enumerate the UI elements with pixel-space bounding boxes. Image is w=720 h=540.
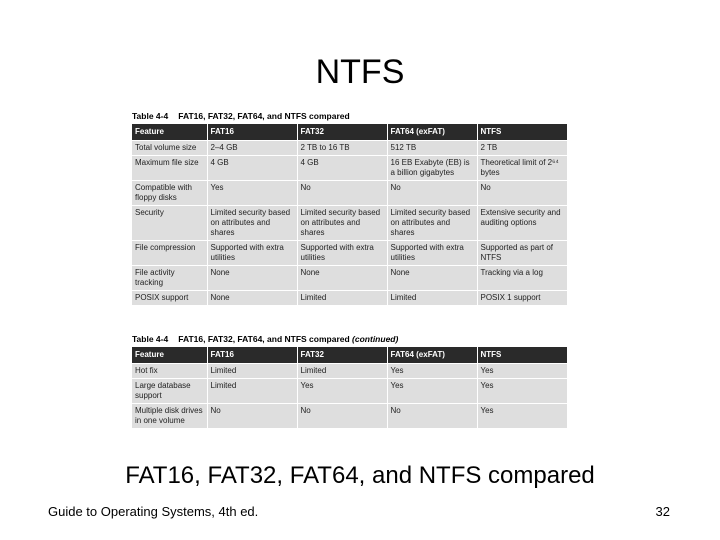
table-row	[132, 181, 567, 206]
table-caption-continued	[132, 333, 567, 347]
table-row	[132, 141, 567, 156]
table-cell: 2–4 GB	[207, 141, 297, 156]
table-cell: Hot fix	[132, 364, 207, 379]
table-cell: Supported with extra utilities	[207, 241, 297, 266]
table-cell: None	[387, 266, 477, 291]
table-cell: 2 TB to 16 TB	[297, 141, 387, 156]
table-cell: Limited	[207, 364, 297, 379]
table-cell: 2 TB	[477, 141, 567, 156]
footer-book-title: Guide to Operating Systems, 4th ed.	[48, 504, 259, 519]
table-cell: POSIX 1 support	[477, 291, 567, 306]
table-cell: Limited	[297, 291, 387, 306]
column-header: FAT16	[207, 347, 297, 364]
table-cell: 16 EB Exabyte (EB) is a billion gigabytes	[387, 156, 477, 181]
table-cell: Yes	[207, 181, 297, 206]
comparison-table	[132, 124, 567, 305]
table-cell: Security	[132, 206, 207, 241]
table-cell: Yes	[387, 379, 477, 404]
slide-caption: FAT16, FAT32, FAT64, and NTFS compared	[125, 462, 595, 489]
table-cell: Total volume size	[132, 141, 207, 156]
table-row	[132, 241, 567, 266]
table-number: Table 4-4	[132, 111, 169, 121]
column-header: FAT32	[297, 347, 387, 364]
table-cell: POSIX support	[132, 291, 207, 306]
table-cell: 4 GB	[207, 156, 297, 181]
table-cell: Maximum file size	[132, 156, 207, 181]
table-cell: No	[387, 404, 477, 429]
table-row	[132, 404, 567, 429]
column-header: FAT64 (exFAT)	[387, 347, 477, 364]
table-cell: Theoretical limit of 2⁶⁴ bytes	[477, 156, 567, 181]
table-row	[132, 364, 567, 379]
page-number: 32	[655, 504, 670, 519]
column-header: Feature	[132, 347, 207, 364]
table-number: Table 4-4	[132, 334, 169, 344]
table-cell: Limited	[207, 379, 297, 404]
column-header: NTFS	[477, 124, 567, 141]
table-row	[132, 379, 567, 404]
table-cell: Yes	[297, 379, 387, 404]
column-header: FAT64 (exFAT)	[387, 124, 477, 141]
table-block-main	[132, 110, 567, 305]
table-row	[132, 206, 567, 241]
table-row	[132, 156, 567, 181]
table-cell: No	[297, 404, 387, 429]
table-cell: Extensive security and auditing options	[477, 206, 567, 241]
slide-title: NTFS	[315, 53, 405, 91]
table-row	[132, 291, 567, 306]
table-continued-label: (continued)	[352, 334, 399, 344]
column-header: FAT16	[207, 124, 297, 141]
table-cell: Yes	[477, 364, 567, 379]
table-cell: Limited security based on attributes and shares	[297, 206, 387, 241]
table-cell: Multiple disk drives in one volume	[132, 404, 207, 429]
table-caption	[132, 110, 567, 124]
table-cell: File compression	[132, 241, 207, 266]
table-cell: Yes	[477, 379, 567, 404]
table-cell: Tracking via a log	[477, 266, 567, 291]
table-cell: Limited security based on attributes and shares	[387, 206, 477, 241]
column-header: NTFS	[477, 347, 567, 364]
table-cell: 4 GB	[297, 156, 387, 181]
table-header-row	[132, 124, 567, 141]
table-cell: Supported with extra utilities	[387, 241, 477, 266]
table-cell: 512 TB	[387, 141, 477, 156]
table-row	[132, 266, 567, 291]
table-cell: No	[477, 181, 567, 206]
table-cell: Compatible with floppy disks	[132, 181, 207, 206]
table-body	[132, 364, 567, 429]
table-cell: Limited	[387, 291, 477, 306]
table-block-continued	[132, 333, 567, 428]
table-body	[132, 141, 567, 306]
table-cell: None	[297, 266, 387, 291]
table-cell: Large database support	[132, 379, 207, 404]
table-cell: None	[207, 266, 297, 291]
table-cell: No	[387, 181, 477, 206]
table-cell: Supported with extra utilities	[297, 241, 387, 266]
table-title: FAT16, FAT32, FAT64, and NTFS compared	[178, 334, 350, 344]
table-header-row	[132, 347, 567, 364]
table-cell: Limited	[297, 364, 387, 379]
column-header: Feature	[132, 124, 207, 141]
table-cell: No	[297, 181, 387, 206]
table-cell: Supported as part of NTFS	[477, 241, 567, 266]
column-header: FAT32	[297, 124, 387, 141]
table-cell: Limited security based on attributes and shares	[207, 206, 297, 241]
table-cell: No	[207, 404, 297, 429]
table-cell: None	[207, 291, 297, 306]
table-cell: Yes	[477, 404, 567, 429]
comparison-table-continued	[132, 347, 567, 428]
table-cell: File activity tracking	[132, 266, 207, 291]
table-title: FAT16, FAT32, FAT64, and NTFS compared	[178, 111, 350, 121]
table-cell: Yes	[387, 364, 477, 379]
